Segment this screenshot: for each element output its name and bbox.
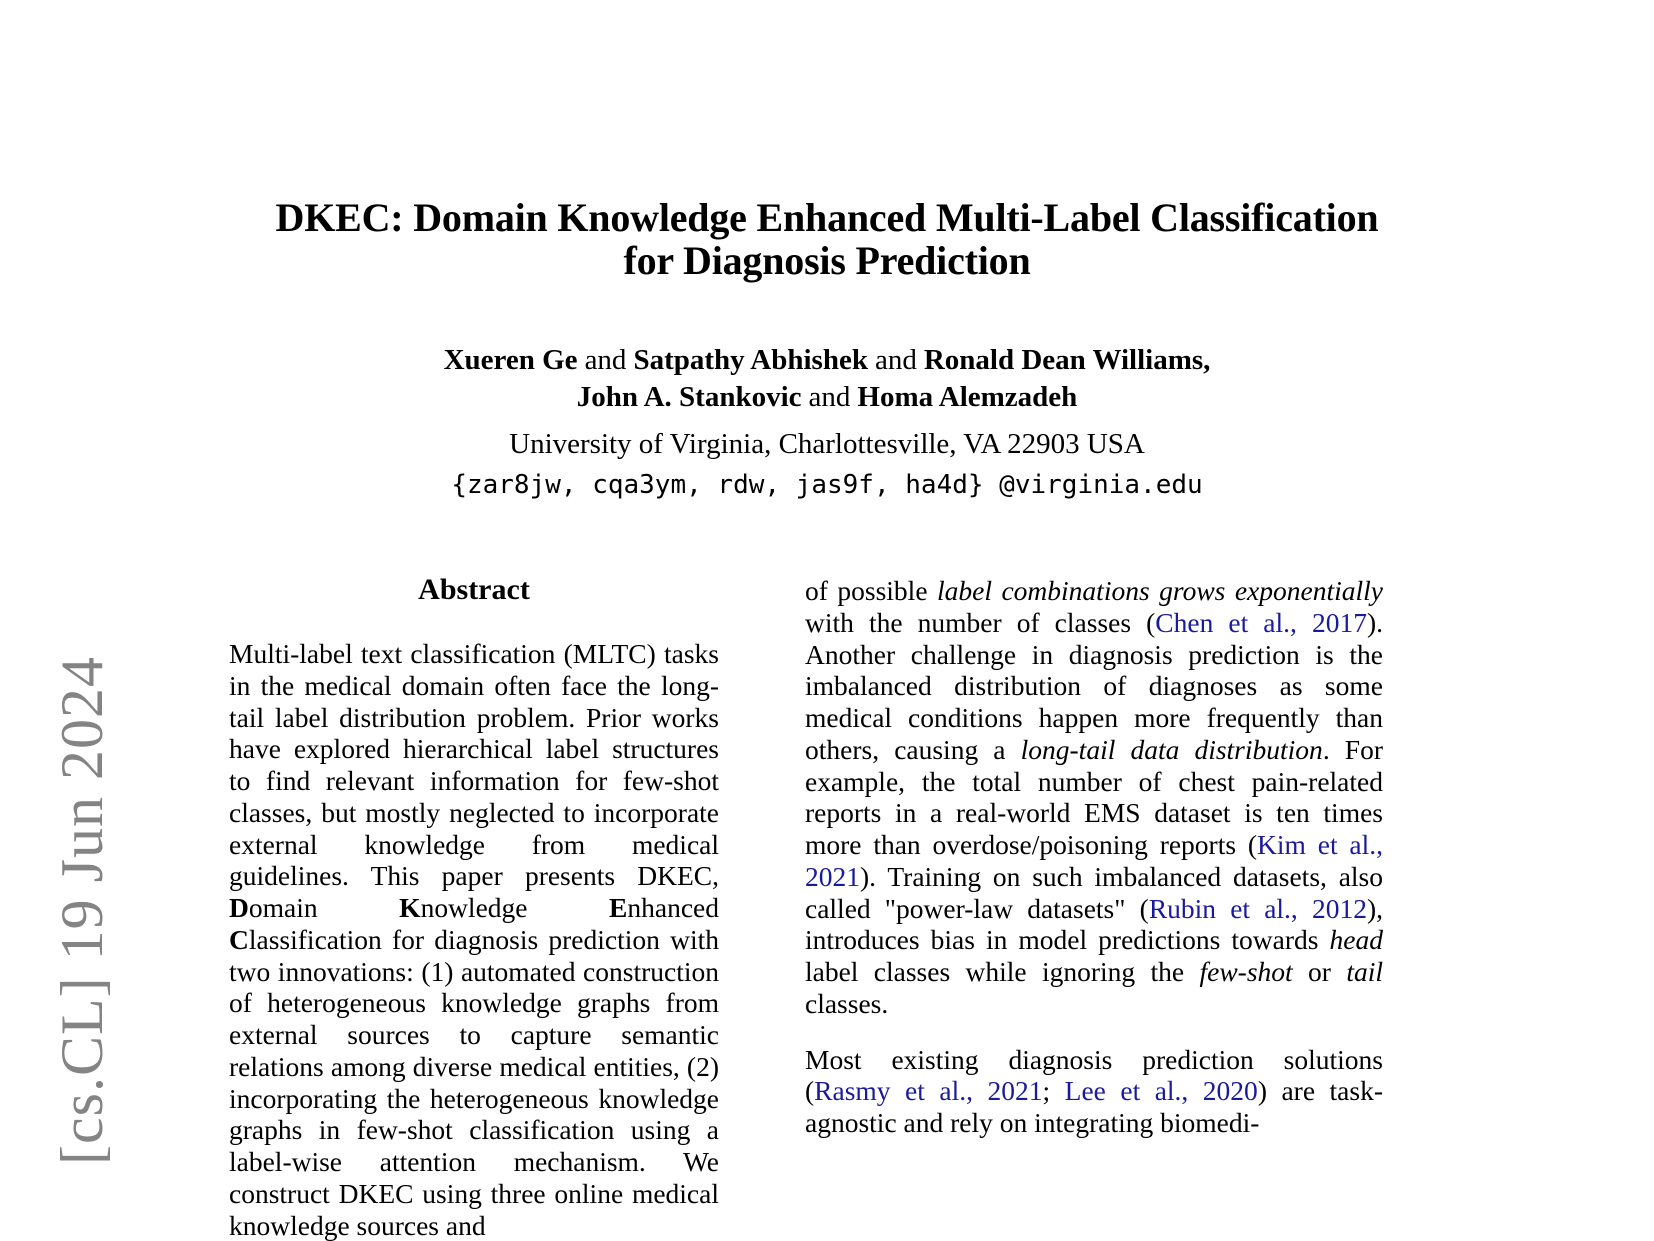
intro-paragraph-2: Most existing diagnosis prediction solutions (Rasmy et al., 2021; Lee et al., 2020) are task-agnostic and rely on integrating biomedi- bbox=[805, 1043, 1383, 1138]
abstract-paragraph: Multi-label text classification (MLTC) tasks in the medical domain often face the long-tail label distribution problem. Prior works have explored hierarchical label structures to find relevant information for few-shot classes, but mostly neglected to incorporate external knowledge from medical guidelines. This paper presents DKEC, Domain Knowledge Enhanced Classification for diagnosis prediction with two innovations: (1) automated construction of heterogeneous knowledge graphs from external sources to capture semantic relations among diverse medical entities, (2) incorporating the heterogeneous knowledge graphs in few-shot classification using a label-wise attention mechanism. We construct DKEC using three online medical knowledge sources and bbox=[229, 638, 719, 1241]
abstract-heading: Abstract bbox=[418, 575, 530, 606]
author-emails: {zar8jw, cqa3ym, rdw, jas9f, ha4d} @virginia.edu bbox=[451, 469, 1203, 500]
page-title: DKEC: Domain Knowledge Enhanced Multi-Label Classification for Diagnosis Prediction bbox=[275, 195, 1379, 284]
abstract-column bbox=[229, 575, 719, 1241]
author-line-2: John A. Stankovic and Homa Alemzadeh bbox=[576, 381, 1078, 414]
arxiv-vertical-stamp: [cs.CL] 19 Jun 2024 bbox=[48, 656, 115, 1165]
two-column-body bbox=[0, 575, 1654, 1241]
intro-paragraph-1: of possible label combinations grows exponentially with the number of classes (Chen et al., 2017). Another challenge in diagnosis prediction is the imbalanced distribution of diagnoses as some medical conditions happen more frequently than others, causing a long-tail data distribution. For example, the total number of chest pain-related reports in a real-world EMS dataset is ten times more than overdose/poisoning reports (Kim et al., 2021). Training on such imbalanced datasets, also called "power-law datasets" (Rubin et al., 2012), introduces bias in model predictions towards head label classes while ignoring the few-shot or tail classes. bbox=[805, 575, 1383, 1019]
author-list bbox=[247, 342, 1407, 416]
affiliation: University of Virginia, Charlottesville, VA 22903 USA bbox=[509, 427, 1145, 460]
author-line-1: Xueren Ge and Satpathy Abhishek and Ronald Dean Williams, bbox=[443, 344, 1211, 377]
paper-header bbox=[247, 0, 1407, 501]
introduction-column bbox=[805, 575, 1383, 1241]
